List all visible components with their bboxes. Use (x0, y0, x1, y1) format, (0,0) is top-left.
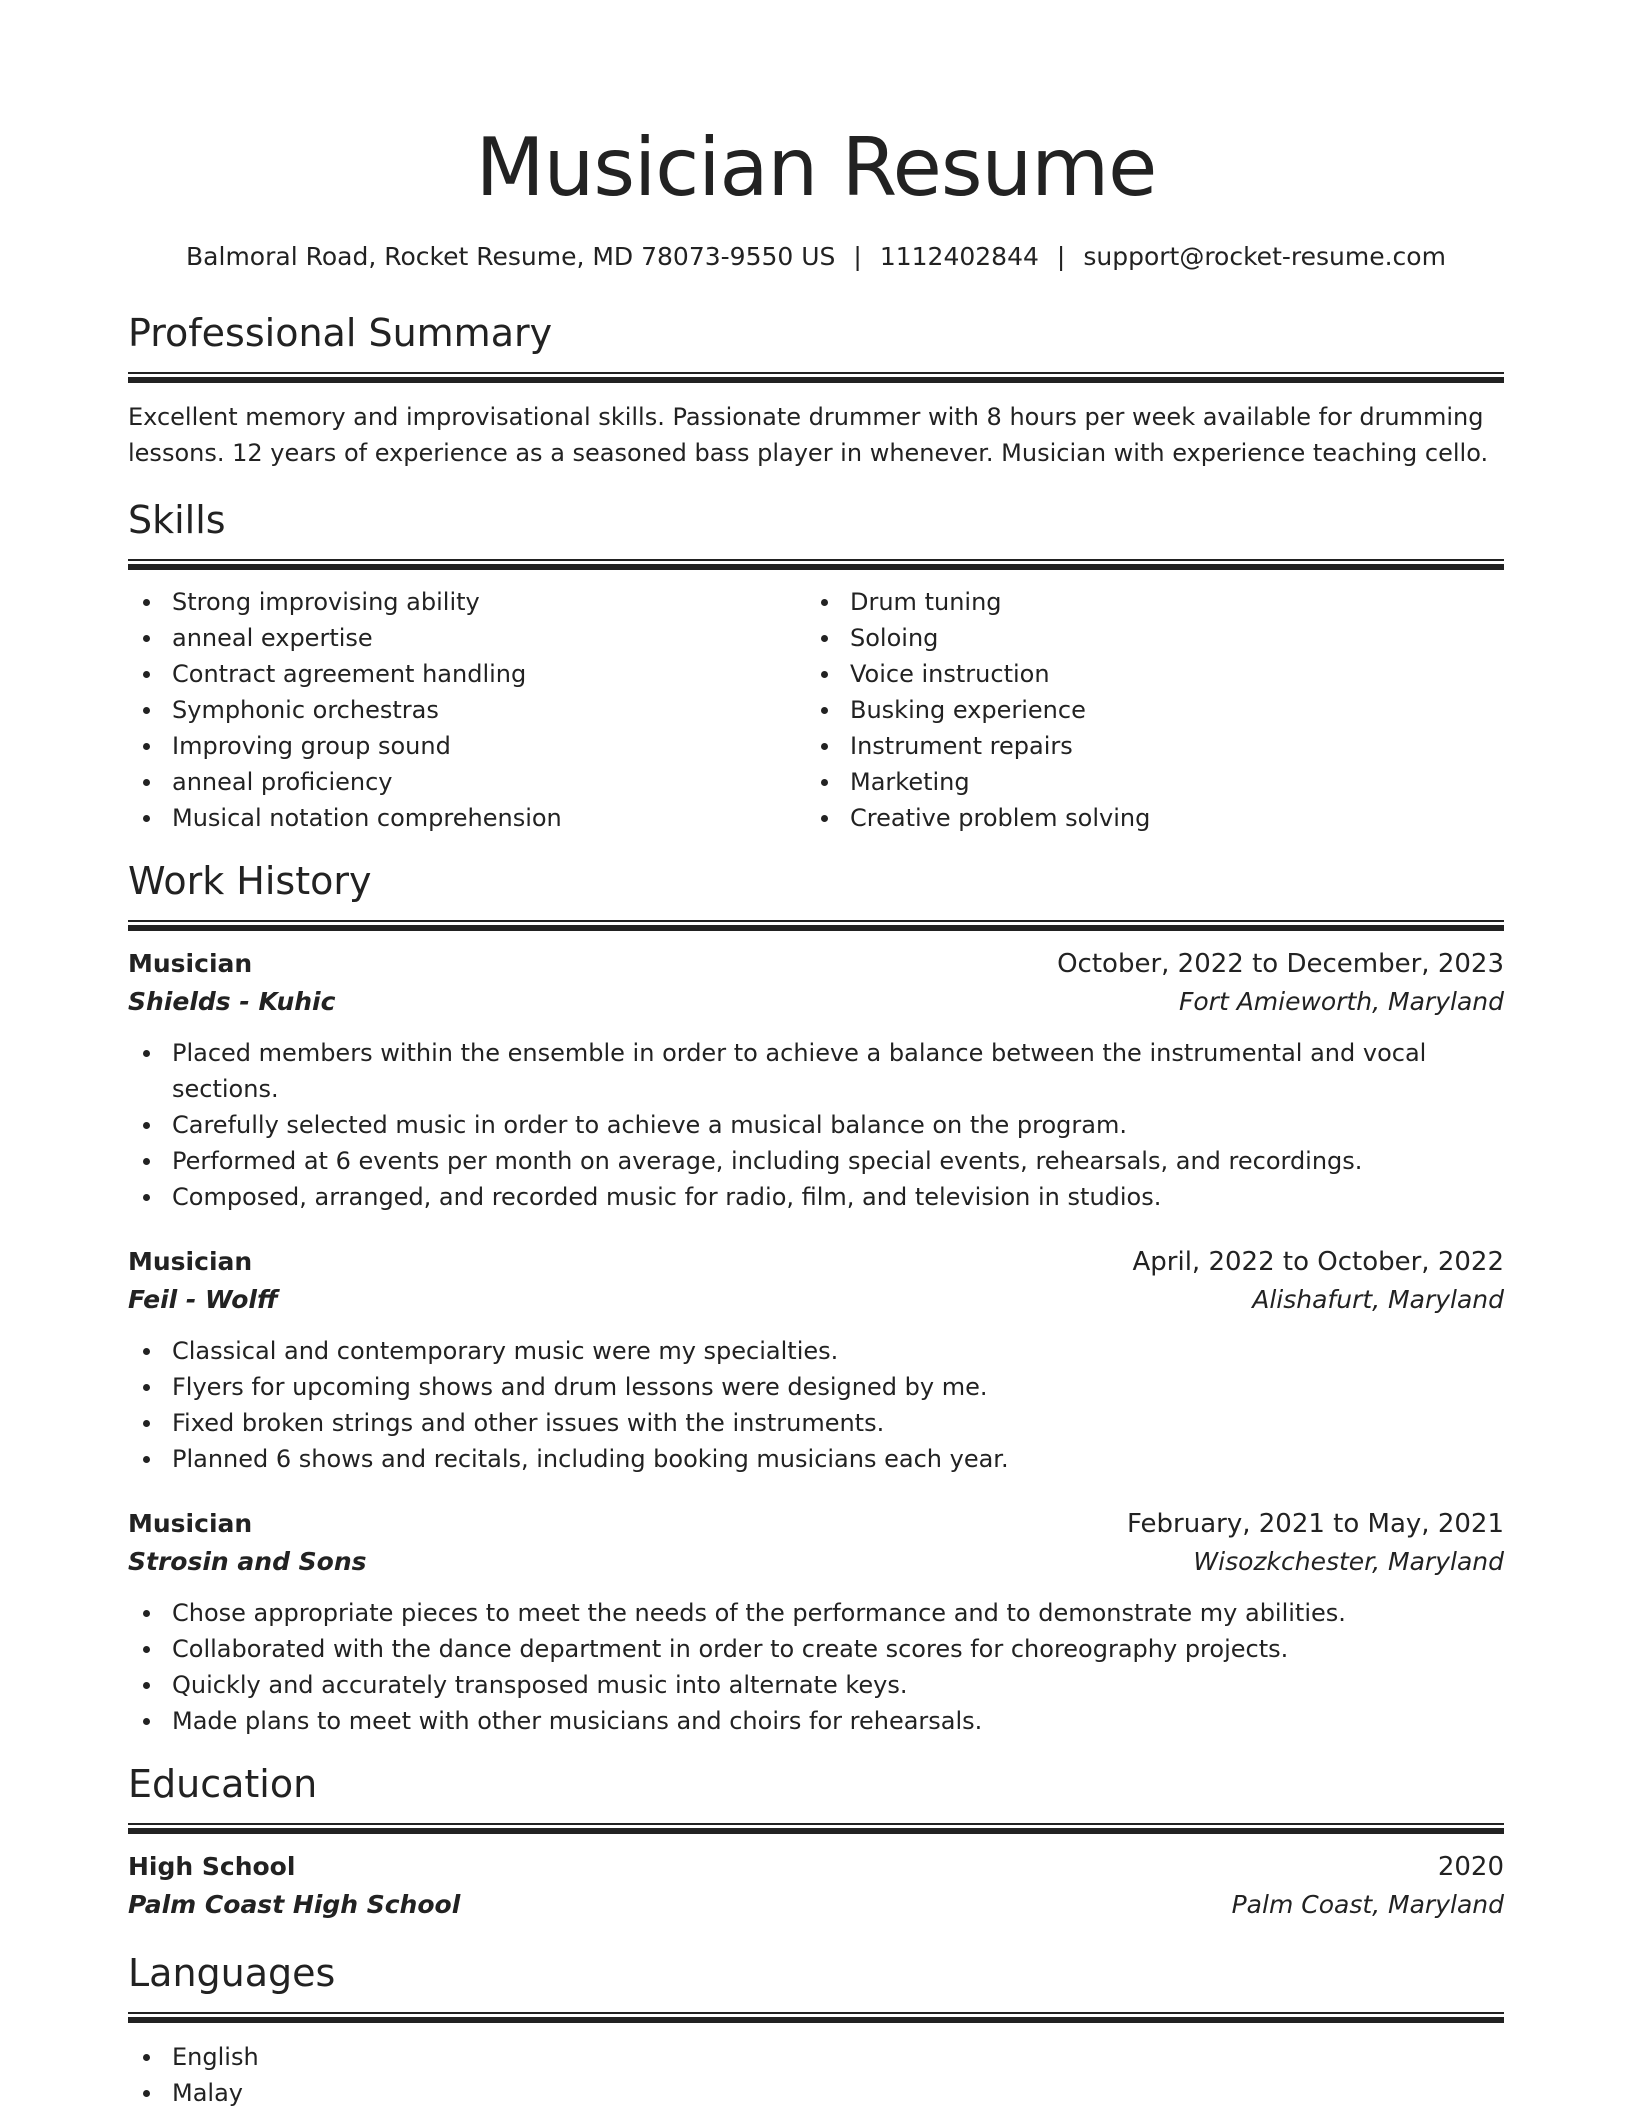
job-bullet: Collaborated with the dance department in order to create scores for choreography projects. (128, 1631, 1504, 1667)
education-title: Education (128, 1762, 318, 1806)
resume-name: Musician Resume (475, 121, 1157, 214)
skills-right-list (806, 584, 1484, 836)
job-company-row (128, 1281, 1504, 1319)
summary-title: Professional Summary (128, 311, 553, 355)
job-company-row (128, 983, 1504, 1021)
job-bullet: Classical and contemporary music were my specialties. (128, 1333, 1504, 1369)
skills-columns (128, 584, 1504, 836)
job-dates: February, 2021 to May, 2021 (1127, 1509, 1504, 1539)
job-bullet: Performed at 6 events per month on average, including special events, rehearsals, and recordings. (128, 1143, 1504, 1179)
education-header-row (128, 1848, 1504, 1886)
education-school: Palm Coast High School (128, 1890, 461, 1919)
contact-line (128, 242, 1504, 272)
job-bullet: Quickly and accurately transposed music into alternate keys. (128, 1667, 1504, 1703)
skill-item: Symphonic orchestras (128, 692, 806, 728)
contact-address: Balmoral Road, Rocket Resume, MD 78073-9550 US (186, 242, 836, 271)
job-bullet-list (128, 1035, 1504, 1215)
job-dates: April, 2022 to October, 2022 (1132, 1247, 1504, 1277)
job-location: Alishafurt, Maryland (1252, 1285, 1504, 1314)
job-company-row (128, 1543, 1504, 1581)
skill-item: Improving group sound (128, 728, 806, 764)
contact-separator: | (1056, 242, 1066, 271)
section-divider (128, 1823, 1504, 1834)
job-company: Strosin and Sons (128, 1547, 367, 1576)
skill-item: Busking experience (806, 692, 1484, 728)
skill-item: Strong improvising ability (128, 584, 806, 620)
job-company: Feil - Wolff (128, 1285, 278, 1314)
skills-left-list (128, 584, 806, 836)
resume-page (128, 0, 1504, 2111)
section-divider (128, 372, 1504, 383)
job-company: Shields - Kuhic (128, 987, 336, 1016)
job-dates: October, 2022 to December, 2023 (1057, 949, 1504, 979)
skills-title: Skills (128, 498, 226, 542)
skill-item: Soloing (806, 620, 1484, 656)
contact-email: support@rocket-resume.com (1083, 242, 1446, 271)
job-entry (128, 1243, 1504, 1477)
job-header-row (128, 1505, 1504, 1543)
job-entry (128, 1505, 1504, 1739)
job-header-row (128, 945, 1504, 983)
language-item: Malay (128, 2075, 1504, 2111)
skill-item: Drum tuning (806, 584, 1484, 620)
contact-phone: 1112402844 (879, 242, 1039, 271)
skill-item: Creative problem solving (806, 800, 1484, 836)
education-entry (128, 1848, 1504, 1924)
job-location: Wisozkchester, Maryland (1193, 1547, 1504, 1576)
contact-separator: | (853, 242, 862, 271)
job-entry (128, 945, 1504, 1215)
section-divider (128, 920, 1504, 931)
job-bullet: Fixed broken strings and other issues with the instruments. (128, 1405, 1504, 1441)
skill-item: anneal expertise (128, 620, 806, 656)
work-history-title: Work History (128, 859, 372, 903)
languages-section (128, 1951, 1504, 2111)
job-bullet: Planned 6 shows and recitals, including booking musicians each year. (128, 1441, 1504, 1477)
skill-item: anneal proficiency (128, 764, 806, 800)
skill-item: Voice instruction (806, 656, 1484, 692)
education-school-row (128, 1886, 1504, 1924)
summary-section (128, 311, 1504, 471)
job-bullet: Made plans to meet with other musicians and choirs for rehearsals. (128, 1703, 1504, 1739)
section-divider (128, 559, 1504, 570)
skill-item: Instrument repairs (806, 728, 1484, 764)
education-location: Palm Coast, Maryland (1231, 1890, 1504, 1919)
languages-title: Languages (128, 1951, 336, 1995)
languages-list (128, 2039, 1504, 2111)
job-title: Musician (128, 1509, 253, 1538)
skill-item: Contract agreement handling (128, 656, 806, 692)
job-bullet: Chose appropriate pieces to meet the needs of the performance and to demonstrate my abilities. (128, 1595, 1504, 1631)
skills-section (128, 498, 1504, 836)
job-bullet: Carefully selected music in order to achieve a musical balance on the program. (128, 1107, 1504, 1143)
job-bullet: Composed, arranged, and recorded music for radio, film, and television in studios. (128, 1179, 1504, 1215)
language-item: English (128, 2039, 1504, 2075)
job-bullet-list (128, 1333, 1504, 1477)
job-bullet: Placed members within the ensemble in order to achieve a balance between the instrumental and vocal sections. (128, 1035, 1504, 1107)
job-header-row (128, 1243, 1504, 1281)
job-location: Fort Amieworth, Maryland (1179, 987, 1504, 1016)
summary-text: Excellent memory and improvisational skills. Passionate drummer with 8 hours per week available for drumming lessons. 12 years of experience as a seasoned bass player in whenever. Musician with experience teaching cello. (128, 403, 1489, 467)
job-bullet-list (128, 1595, 1504, 1739)
job-bullet: Flyers for upcoming shows and drum lessons were designed by me. (128, 1369, 1504, 1405)
education-section (128, 1762, 1504, 1924)
education-year: 2020 (1437, 1852, 1504, 1882)
job-title: Musician (128, 949, 253, 978)
skill-item: Marketing (806, 764, 1484, 800)
skill-item: Musical notation comprehension (128, 800, 806, 836)
section-divider (128, 2012, 1504, 2023)
job-title: Musician (128, 1247, 253, 1276)
work-history-section (128, 859, 1504, 1739)
education-degree: High School (128, 1852, 296, 1881)
